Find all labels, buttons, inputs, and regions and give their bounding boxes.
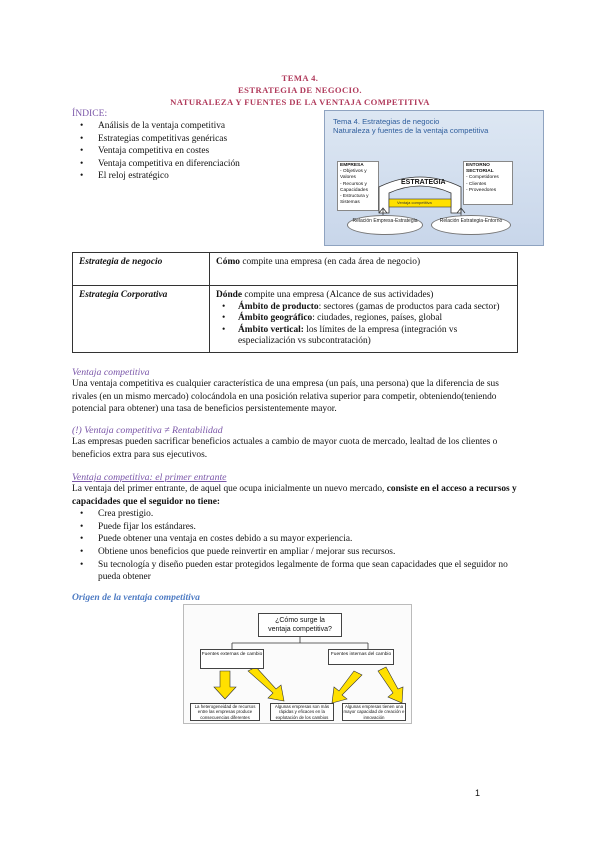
ambito-item-label: Ámbito geográfico — [238, 313, 313, 324]
list-item: • Crea prestigio. — [72, 508, 522, 521]
strategy-label: ESTRATEGIA — [401, 179, 446, 186]
list-item: • Puede fijar los estándares. — [72, 521, 522, 534]
origin-question-line-1: ¿Cómo surge la — [275, 617, 325, 624]
table-row — [73, 286, 518, 353]
row2-text: compite una empresa (Alcance de sus actividades) — [242, 290, 434, 300]
index-item: • Ventaja competitiva en diferenciación — [72, 158, 322, 171]
index-item: • Análisis de la ventaja competitiva — [72, 120, 322, 133]
entorno-box-title: ENTORNO SECTORIAL — [466, 163, 494, 175]
list-item: • Obtiene unos beneficios que puede reinvertir en ampliar / mejorar sus recursos. — [72, 546, 522, 559]
row1-text: compite una empresa (en cada área de negocio) — [239, 257, 421, 267]
index-item: • Ventaja competitiva en costes — [72, 145, 322, 158]
index-heading: ÍNDICE: — [72, 108, 108, 119]
entrante-section — [72, 472, 522, 584]
table-row-label: Estrategia Corporativa — [73, 286, 210, 353]
empresa-box — [337, 161, 379, 211]
relacion-entorno-label: Relación Estrategia-Entorno — [439, 218, 503, 224]
title-line-1: TEMA 4. — [281, 73, 319, 83]
external-sources-box: Fuentes externas de cambio — [200, 649, 264, 669]
empresa-box-title: EMPRESA — [340, 163, 364, 168]
list-item: • Su tecnología y diseño pueden estar protegidos legalmente de forma que sean capacidades que el seguidor no pueda obtener — [72, 559, 522, 584]
origin-slide — [183, 604, 412, 724]
index-item: • Estrategias competitivas genéricas — [72, 133, 322, 146]
ambito-item-text: : ciudades, regiones, países, global — [312, 313, 443, 324]
relacion-entorno-ellipse — [431, 215, 511, 235]
origin-question-line-2: ventaja competitiva? — [268, 626, 332, 633]
entorno-box-items — [466, 175, 510, 194]
entrante-heading: Ventaja competitiva: el primer entrante — [72, 472, 227, 483]
empresa-item: - Recursos y Capacidades — [340, 181, 369, 193]
entrante-intro-text: La ventaja del primer entrante, de aquel que ocupa inicialmente un nuevo mercado, — [72, 484, 387, 494]
table-row-value — [210, 286, 518, 353]
relacion-empresa-ellipse — [347, 215, 423, 235]
slide-title — [333, 117, 488, 136]
ventaja-heading: Ventaja competitiva — [72, 367, 150, 378]
slide-title-line-2: Naturaleza y fuentes de la ventaja competitiva — [333, 126, 489, 136]
heterogeneity-box: La heterogeneidad de recursos entre las empresas produce consecuencias diferentes — [190, 703, 260, 721]
table-row-value — [210, 253, 518, 286]
page-number: 1 — [474, 788, 480, 798]
ventaja-body: Una ventaja competitiva es cualquier característica de una empresa (un país, una persona) que la diferencia de sus rivales (en un mismo mercado) colocándola en una posición relativa superior para competir, obteniendo(teniendo potencial para obtener) una tasa de beneficios persistentemente mayor. — [72, 379, 499, 415]
ambito-item-text: los límites de la empresa (integración vs especialización vs subcontratación) — [238, 324, 458, 347]
empresa-item: - Estructura y Sistemas — [340, 194, 369, 206]
rentabilidad-heading: (!) Ventaja competitiva ≠ Rentabilidad — [72, 425, 223, 436]
strategy-table — [72, 252, 518, 353]
row1-bold: Cómo — [216, 257, 240, 267]
title-line-2: ESTRATEGIA DE NEGOCIO. — [238, 85, 362, 95]
rentabilidad-body: Las empresas pueden sacrificar beneficios actuales a cambio de mayor cuota de mercado, lealtad de los clientes o beneficios extra para sus ejecutivos. — [72, 437, 498, 460]
strategy-table-wrap — [72, 252, 518, 353]
index-item: • El reloj estratégico — [72, 170, 322, 183]
entrante-intro — [72, 483, 522, 508]
table-row-label: Estrategia de negocio — [73, 253, 210, 286]
entrante-list — [72, 508, 522, 584]
entrante-intro-bold: consiste en el acceso a recursos y capacidades que el seguidor no tiene: — [72, 484, 517, 507]
ambito-item-label: Ámbito vertical: — [238, 324, 304, 335]
empresa-item: - Objetivos y Valores — [340, 169, 367, 181]
ambito-item-label: Ámbito de producto — [238, 301, 319, 312]
title-line-3: NATURALEZA Y FUENTES DE LA VENTAJA COMPETITIVA — [170, 97, 430, 107]
row2-bold: Dónde — [216, 290, 243, 300]
index-section — [72, 108, 322, 183]
entorno-box — [463, 161, 513, 205]
ambito-list — [216, 302, 511, 348]
ambito-item — [216, 302, 511, 314]
index-list — [72, 120, 322, 183]
ventaja-bar-label: Ventaja competitiva — [397, 200, 432, 205]
slide-title-line-1: Tema 4. Estrategias de negocio — [333, 117, 440, 126]
rentabilidad-section — [72, 425, 520, 461]
list-item: • Puede obtener una ventaja en costes debido a su mayor experiencia. — [72, 533, 522, 546]
empresa-box-items — [340, 169, 376, 206]
origen-heading: Origen de la ventaja competitiva — [72, 592, 200, 603]
speed-box: Algunas empresas son más rápidas y eficaces en la explotación de los cambios — [270, 703, 334, 721]
internal-sources-box: Fuentes internas del cambio — [328, 649, 394, 665]
doc-title — [0, 72, 600, 108]
table-row — [73, 253, 518, 286]
ambito-item — [216, 325, 511, 348]
relacion-empresa-label: Relación Empresa-Estrategia — [352, 218, 418, 224]
ambito-item-text: : sectores (gamas de productos para cada sector) — [318, 301, 500, 312]
ambito-item — [216, 313, 511, 325]
entorno-item: - Clientes — [466, 181, 487, 187]
innovation-box: Algunas empresas tienen una mayor capacidad de creación e innovación — [343, 704, 405, 720]
entorno-item: - Proveedores — [466, 187, 497, 193]
entorno-item: - Competidores — [466, 175, 499, 181]
ventaja-section — [72, 367, 520, 416]
strategy-slide — [324, 110, 544, 246]
